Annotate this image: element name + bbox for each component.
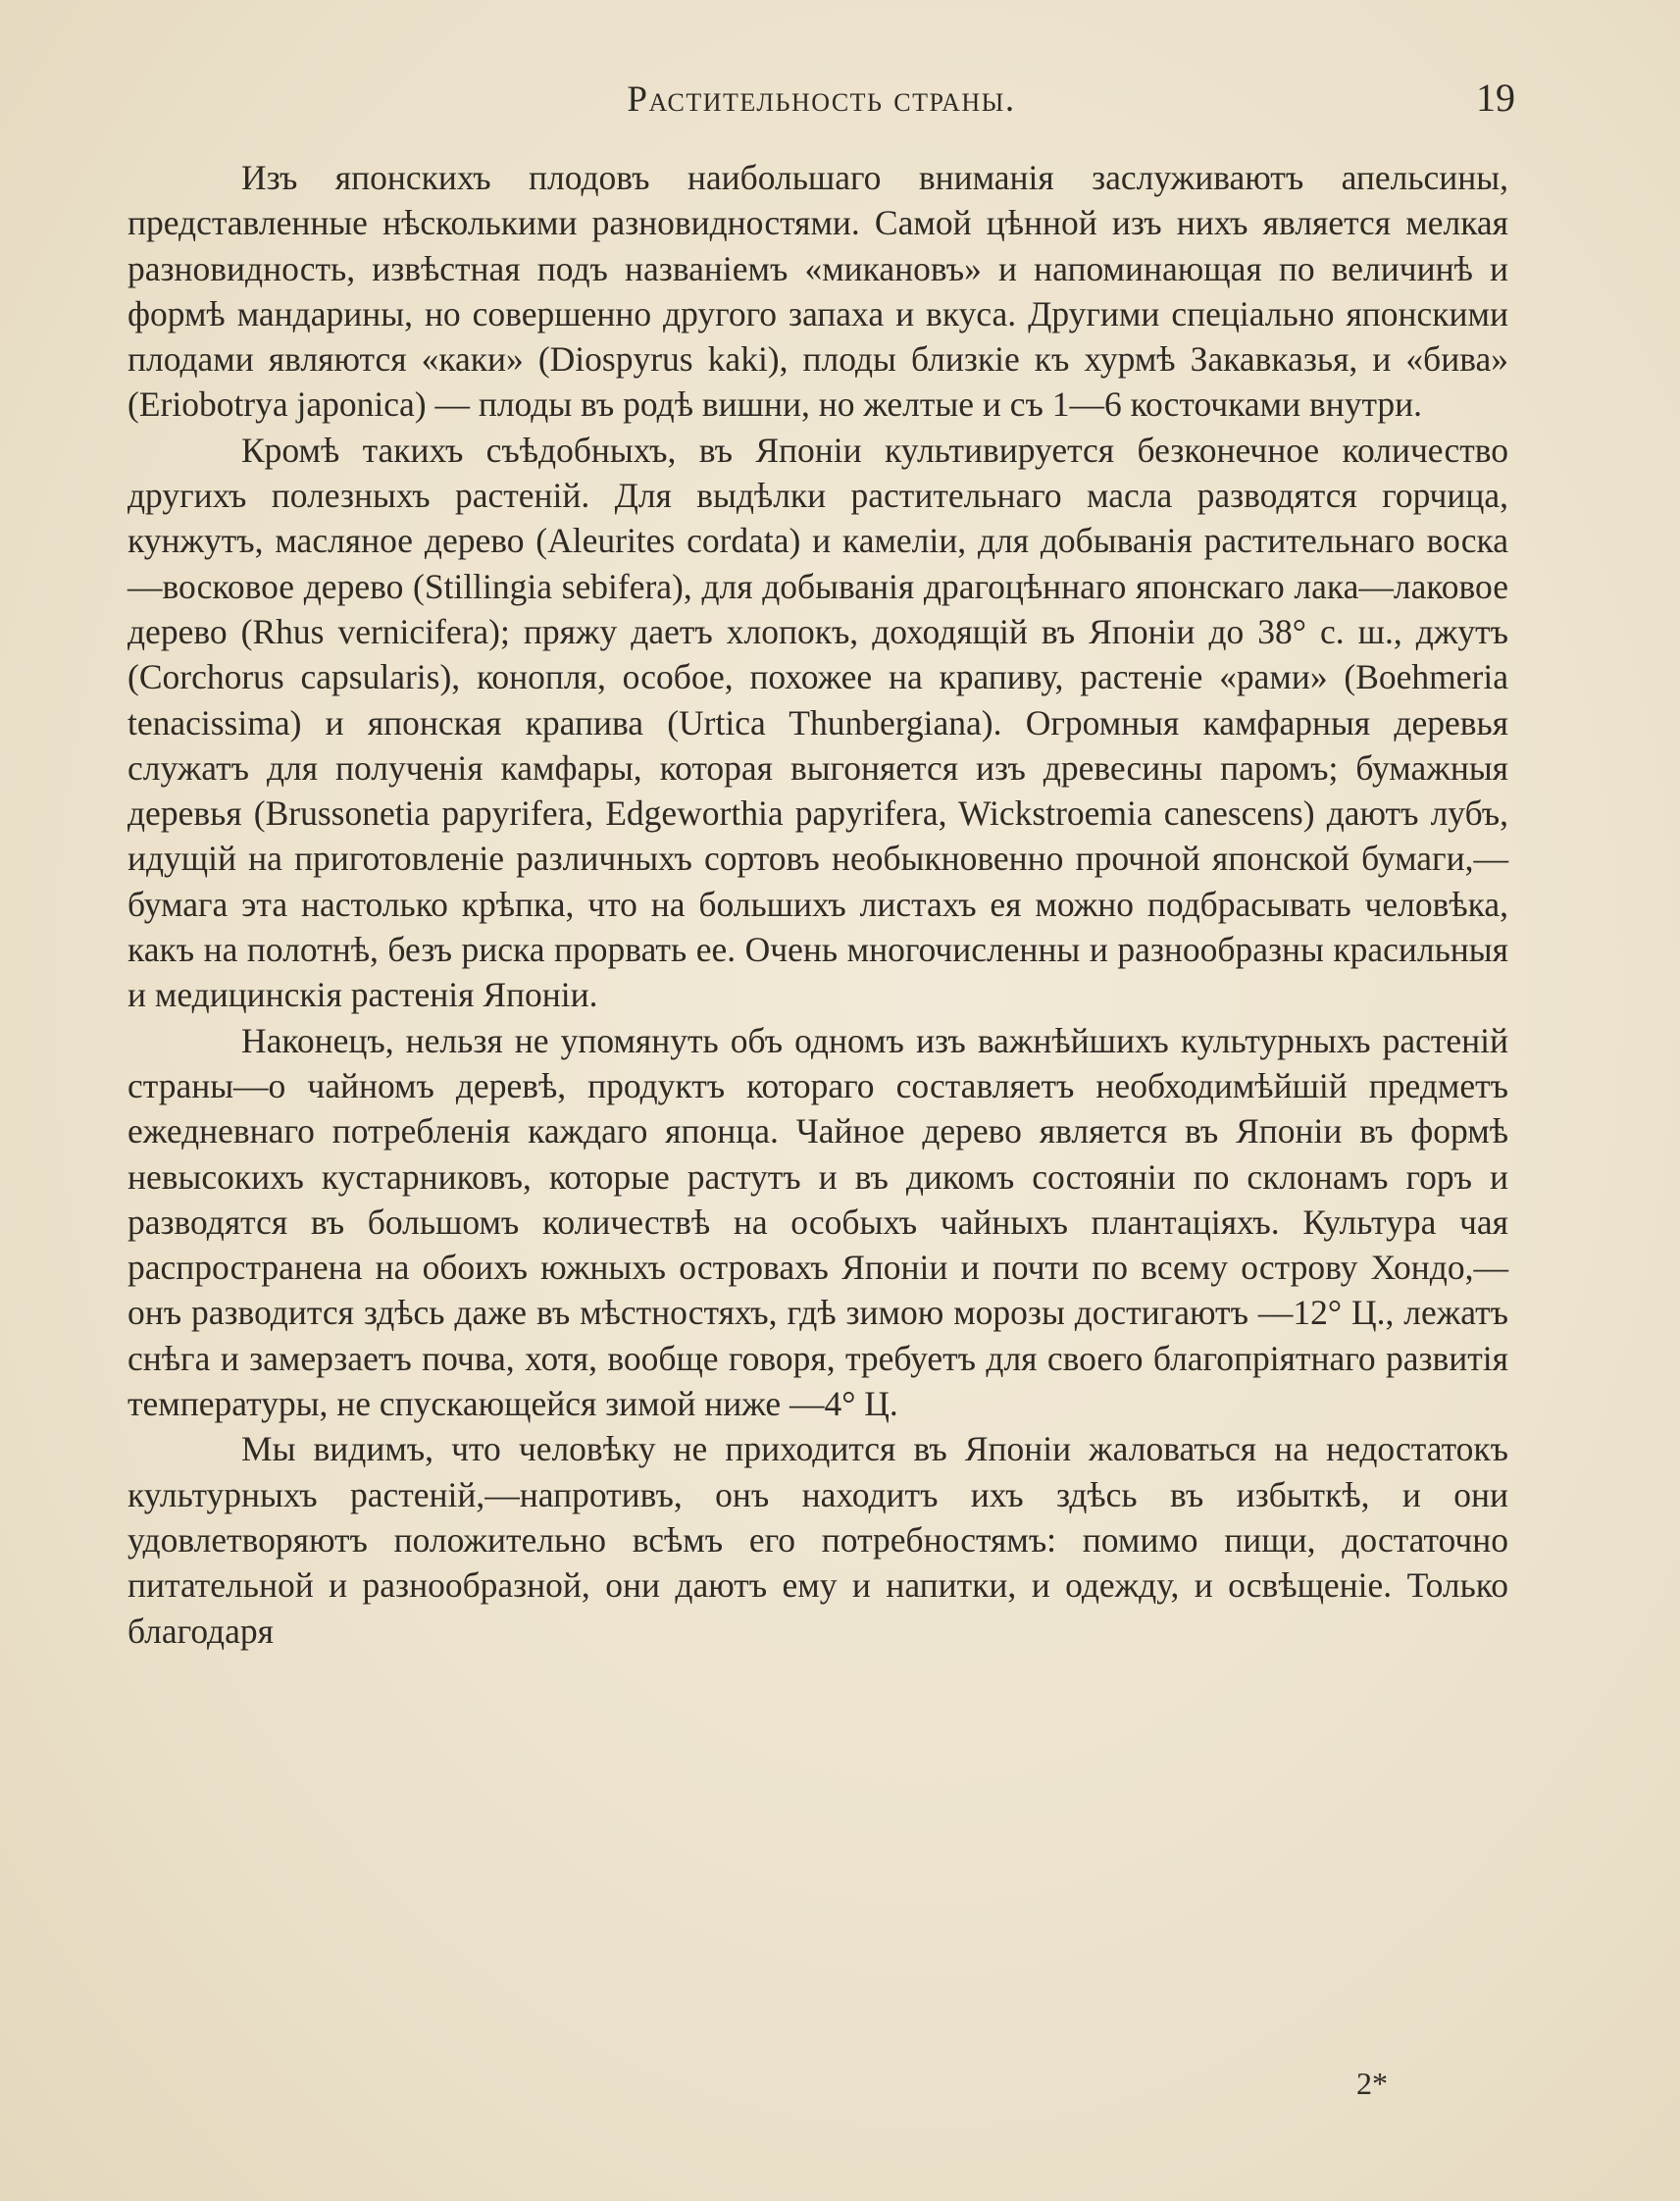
running-title: Растительность страны. — [627, 79, 1016, 120]
body-text — [127, 155, 1508, 1654]
signature-mark: 2* — [1356, 2066, 1388, 2101]
paragraph-fruits: Изъ японскихъ плодовъ наибольшаго вниманія заслуживаютъ апельсины, представленные нѣсколькими разновидностями. Самой цѣнной изъ нихъ является мелкая разновидность, извѣстная подъ названіемъ «микановъ» и напоминающая по величинѣ и формѣ мандарины, но совершенно другого запаха и вкуса. Другими спеціально японскими плодами являются «каки» (Diospyrus kaki), плоды близкіе къ хурмѣ Закавказья, и «бива» (Eriobotrya japonica) — плоды въ родѣ вишни, но желтые и съ 1—6 косточками внутри. — [127, 158, 1508, 425]
page-header — [127, 69, 1515, 128]
paragraph-tea: Наконецъ, нельзя не упомянуть объ одномъ изъ важнѣйшихъ культурныхъ растеній страны—о чайномъ деревѣ, продуктъ котораго составляетъ необходимѣйшій предметъ ежедневнаго потребленія каждаго японца. Чайное дерево является въ Японіи въ формѣ невысокихъ кустарниковъ, которые растутъ и въ дикомъ состояніи по склонамъ горъ и разводятся въ большомъ количествѣ на особыхъ чайныхъ плантаціяхъ. Культура чая распространена на обоихъ южныхъ островахъ Японіи и почти по всему острову Хондо,—онъ разводится здѣсь даже въ мѣстностяхъ, гдѣ зимою морозы достигаютъ —12° Ц., лежатъ снѣга и замерзаетъ почва, хотя, вообще говоря, требуетъ для своего благопріятнаго развитія температуры, не спускающейся зимой ниже —4° Ц. — [127, 1020, 1508, 1424]
paragraph-useful-plants: Кромѣ такихъ съѣдобныхъ, въ Японіи культивируется безконечное количество другихъ полезныхъ растеній. Для выдѣлки растительнаго масла разводятся горчица, кунжутъ, масляное дерево (Aleurites cordata) и камеліи, для добыванія растительнаго воска—восковое дерево (Stillingia sebifera), для добыванія драгоцѣннаго японскаго лака—лаковое дерево (Rhus vernicifera); пряжу даетъ хлопокъ, доходящій въ Японіи до 38° с. ш., джутъ (Corchorus capsularis), конопля, особое, похожее на крапиву, растеніе «рами» (Boehmeria tenacissima) и японская крапива (Urtica Thunbergiana). Огромныя камфарныя деревья служатъ для полученія камфары, которая выгоняется изъ древесины паромъ; бумажныя деревья (Brussonetia papyrifera, Edgeworthia papyrifera, Wickstroemia canescens) даютъ лубъ, идущій на приготовленіе различныхъ сортовъ необыкновенно прочной японской бумаги,—бумага эта настолько крѣпка, что на большихъ листахъ ея можно подбрасывать человѣка, какъ на полотнѣ, безъ риска прорвать ее. Очень многочисленны и разнообразны красильныя и медицинскія растенія Японіи. — [127, 430, 1508, 1015]
paragraph-conclusion: Мы видимъ, что человѣку не приходится въ Японіи жаловаться на недостатокъ культурныхъ растеній,—напротивъ, онъ находитъ ихъ здѣсь въ избыткѣ, и они удовлетворяютъ положительно всѣмъ его потребностямъ: помимо пищи, достаточно питательной и разнообразной, они даютъ ему и напитки, и одежду, и освѣщеніе. Только благодаря — [127, 1429, 1508, 1651]
page-number: 19 — [1476, 76, 1515, 120]
